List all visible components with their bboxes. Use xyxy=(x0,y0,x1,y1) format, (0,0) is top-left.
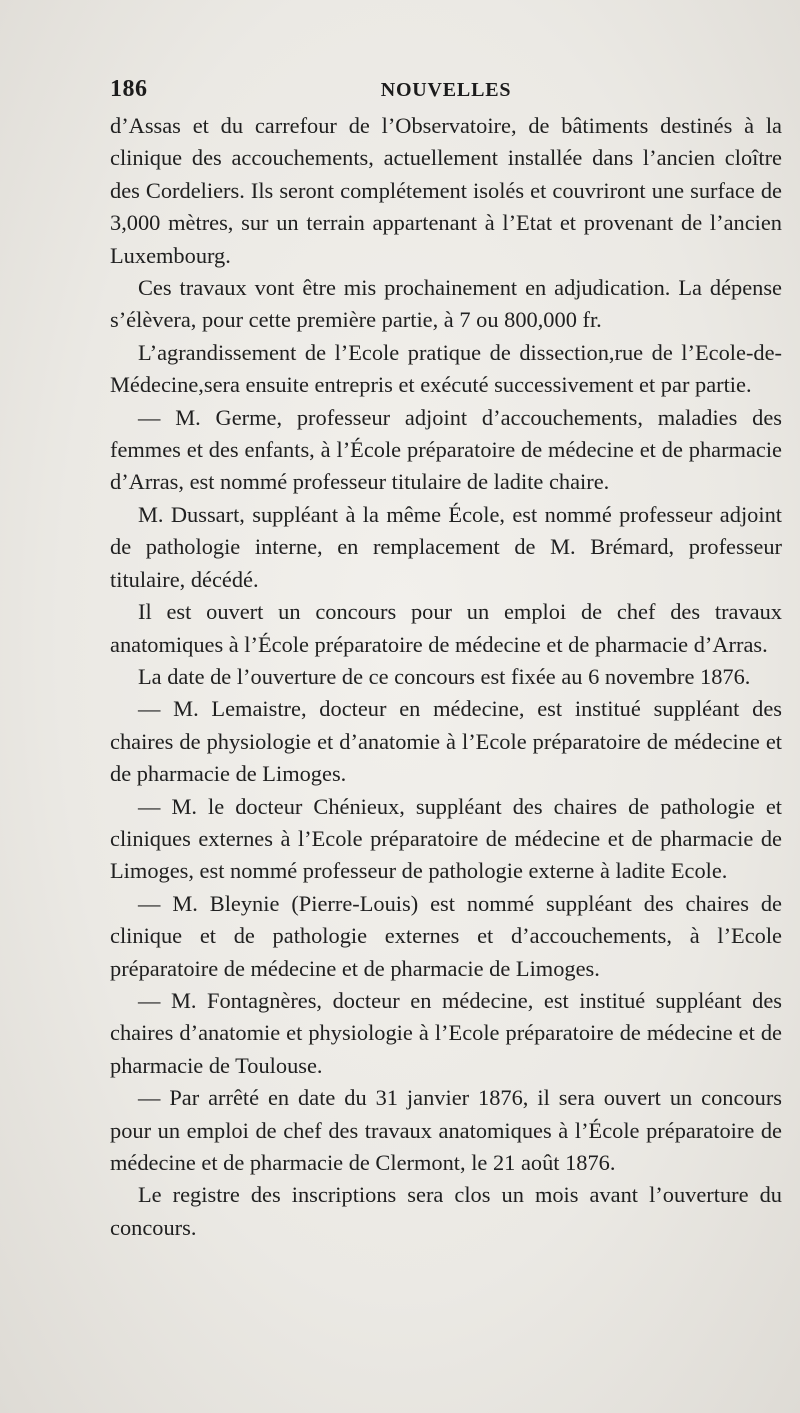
running-title: NOUVELLES xyxy=(380,79,512,101)
paragraph-adjudication: Ces travaux vont être mis prochainement en adjudication. La dépense s’élèvera, pour cette première partie, à 7 ou 800,000 fr. xyxy=(110,275,782,333)
paragraph-observatoire-buildings: d’Assas et du carrefour de l’Observatoire, de bâtiments destinés à la clinique des accouchements, actuellement installée dans l’ancien cloître des Cordeliers. Ils seront complétement isolés et couvriront une surface de 3,000 mètres, sur un terrain appartenant à l’Etat et provenant de l’ancien Luxembourg. xyxy=(110,113,782,268)
body-text xyxy=(110,110,782,1244)
paragraph-bleynie: — M. Bleynie (Pierre-Louis) est nommé suppléant des chaires de clinique et de pathologie externes et d’accouchements, à l’Ecole préparatoire de médecine et de pharmacie de Limoges. xyxy=(110,890,782,981)
paragraph-dussart: M. Dussart, suppléant à la même École, est nommé professeur adjoint de pathologie interne, en remplacement de M. Brémard, professeur titulaire, décédé. xyxy=(110,501,782,592)
paragraph-date-concours: La date de l’ouverture de ce concours est fixée au 6 novembre 1876. xyxy=(138,663,751,689)
paragraph-fontagneres: — M. Fontagnères, docteur en médecine, est institué suppléant des chaires d’anatomie et physiologie à l’Ecole préparatoire de médecine et de pharmacie de Toulouse. xyxy=(110,987,782,1078)
paragraph-registre: Le registre des inscriptions sera clos un mois avant l’ouverture du concours. xyxy=(110,1182,782,1240)
paragraph-clermont: — Par arrêté en date du 31 janvier 1876, il sera ouvert un concours pour un emploi de chef des travaux anatomiques à l’École préparatoire de médecine et de pharmacie de Clermont, le 21 août 1876. xyxy=(110,1085,782,1175)
paragraph-concours-arras: Il est ouvert un concours pour un emploi de chef des travaux anatomiques à l’École préparatoire de médecine et de pharmacie d’Arras. xyxy=(110,599,782,657)
paragraph-ecole-pratique: L’agrandissement de l’Ecole pratique de dissection,rue de l’Ecole-de-Médecine,sera ensuite entrepris et exécuté successivement et par partie. xyxy=(110,339,782,398)
page-header xyxy=(110,76,782,106)
paragraph-germe: — M. Germe, professeur adjoint d’accouchements, maladies des femmes et des enfants, à l’École préparatoire de médecine et de pharmacie d’Arras, est nommé professeur titulaire de ladite chaire. xyxy=(110,404,782,495)
paragraph-chenieux: — M. le docteur Chénieux, suppléant des chaires de pathologie et cliniques externes à l’Ecole préparatoire de médecine et de pharmacie de Limoges, est nommé professeur de pathologie externe à ladite Ecole. xyxy=(110,793,782,884)
paragraph-lemaistre: — M. Lemaistre, docteur en médecine, est institué suppléant des chaires de physiologie et d’anatomie à l’Ecole préparatoire de médecine et de pharmacie de Limoges. xyxy=(110,696,782,787)
page-number: 186 xyxy=(110,76,148,102)
